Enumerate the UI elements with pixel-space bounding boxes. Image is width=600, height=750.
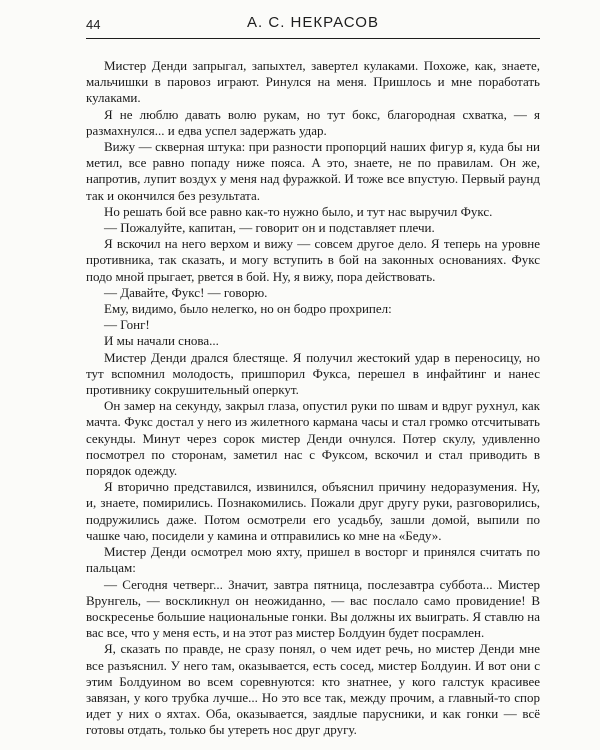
paragraph: Он замер на секунду, закрыл глаза, опустил руки по швам и вдруг рухнул, как мачта. Фукс достал у него из жилетного кармана часы и стал громко отсчитывать секунды. Минут через сорок мистер Денди очнулся. Потер скулу, удивленно посмотрел по сторонам, заметил нас с Фуксом, вскочил и стал приводить в порядок одежду. bbox=[86, 398, 540, 479]
paragraph: Вижу — скверная штука: при разности пропорций наших фигур я, куда бы ни метил, все равно попаду ниже пояса. А это, знаете, не по правилам. Он же, напротив, лупит воздух у меня над фуражкой. И тоже все впустую. Первый раунд так и окончился без результата. bbox=[86, 139, 540, 203]
running-title: А. С. НЕКРАСОВ bbox=[247, 14, 379, 31]
body-text bbox=[86, 58, 540, 739]
paragraph: Я вторично представился, извинился, объяснил причину недоразумения. Ну, и, знаете, помирились. Познакомились. Пожали друг другу руки, разговорились, подружились даже. Потом осмотрели его усадьбу, зашли домой, выпили по чашке чаю, посидели у камина и отправились ко мне на «Беду». bbox=[86, 479, 540, 543]
paragraph: — Пожалуйте, капитан, — говорит он и подставляет плечи. bbox=[104, 220, 435, 236]
paragraph: Я вскочил на него верхом и вижу — совсем другое дело. Я теперь на уровне противника, так сказать, и могу вступить в бой на законных основаниях. Фукс подо мной прыгает, рвется в бой. Ну, я вижу, пора действовать. bbox=[86, 236, 540, 284]
paragraph: Но решать бой все равно как-то нужно было, и тут нас выручил Фукс. bbox=[104, 203, 493, 219]
paragraph: Мистер Денди осмотрел мою яхту, пришел в восторг и принялся считать по пальцам: bbox=[86, 544, 540, 576]
paragraph: — Гонг! bbox=[104, 317, 150, 333]
paragraph: Ему, видимо, было нелегко, но он бодро прохрипел: bbox=[104, 301, 392, 317]
paragraph: — Сегодня четверг... Значит, завтра пятница, послезавтра суббота... Мистер Врунгель, — воскликнул он неожиданно, — вас послало само провидение! В воскресенье большие национальные гонки. Вы должны их выиграть. Я ставлю на вас все, что у меня есть, и на этот раз мистер Болдуин будет посрамлен. bbox=[86, 576, 540, 641]
paragraph: — Давайте, Фукс! — говорю. bbox=[104, 284, 268, 300]
paragraph: Мистер Денди дрался блестяще. Я получил жестокий удар в переносицу, но тут вспомнил молодость, пришпорил Фукса, перешел в инфайтинг и нанес противнику сокрушительный оперкут. bbox=[86, 349, 540, 398]
paragraph: И мы начали снова... bbox=[104, 333, 219, 349]
paragraph: Я, сказать по правде, не сразу понял, о чем идет речь, но мистер Денди мне все разъяснил. У него там, оказывается, есть сосед, мистер Болдуин. И вот они с этим Болдуином во всем соревнуются: кто знатнее, у кого галстук красивее завязан, у кого трубка лучше... Но это все так, между прочим, а главный-то спор идет у них о яхтах. Оба, оказывается, заядлые парусники, и как гонки — всё готовы отдать, только бы утереть нос друг другу. bbox=[86, 641, 540, 738]
running-header bbox=[86, 12, 540, 39]
paragraph: Я не люблю давать волю рукам, но тут бокс, благородная схватка, — я размахнулся... и едва успел задержать удар. bbox=[86, 106, 540, 138]
page-number: 44 bbox=[86, 17, 101, 32]
paragraph: Мистер Денди запрыгал, запыхтел, завертел кулаками. Похоже, как, знаете, мальчишки в паровоз играют. Ринулся на меня. Пришлось и мне поработать кулаками. bbox=[86, 58, 540, 106]
